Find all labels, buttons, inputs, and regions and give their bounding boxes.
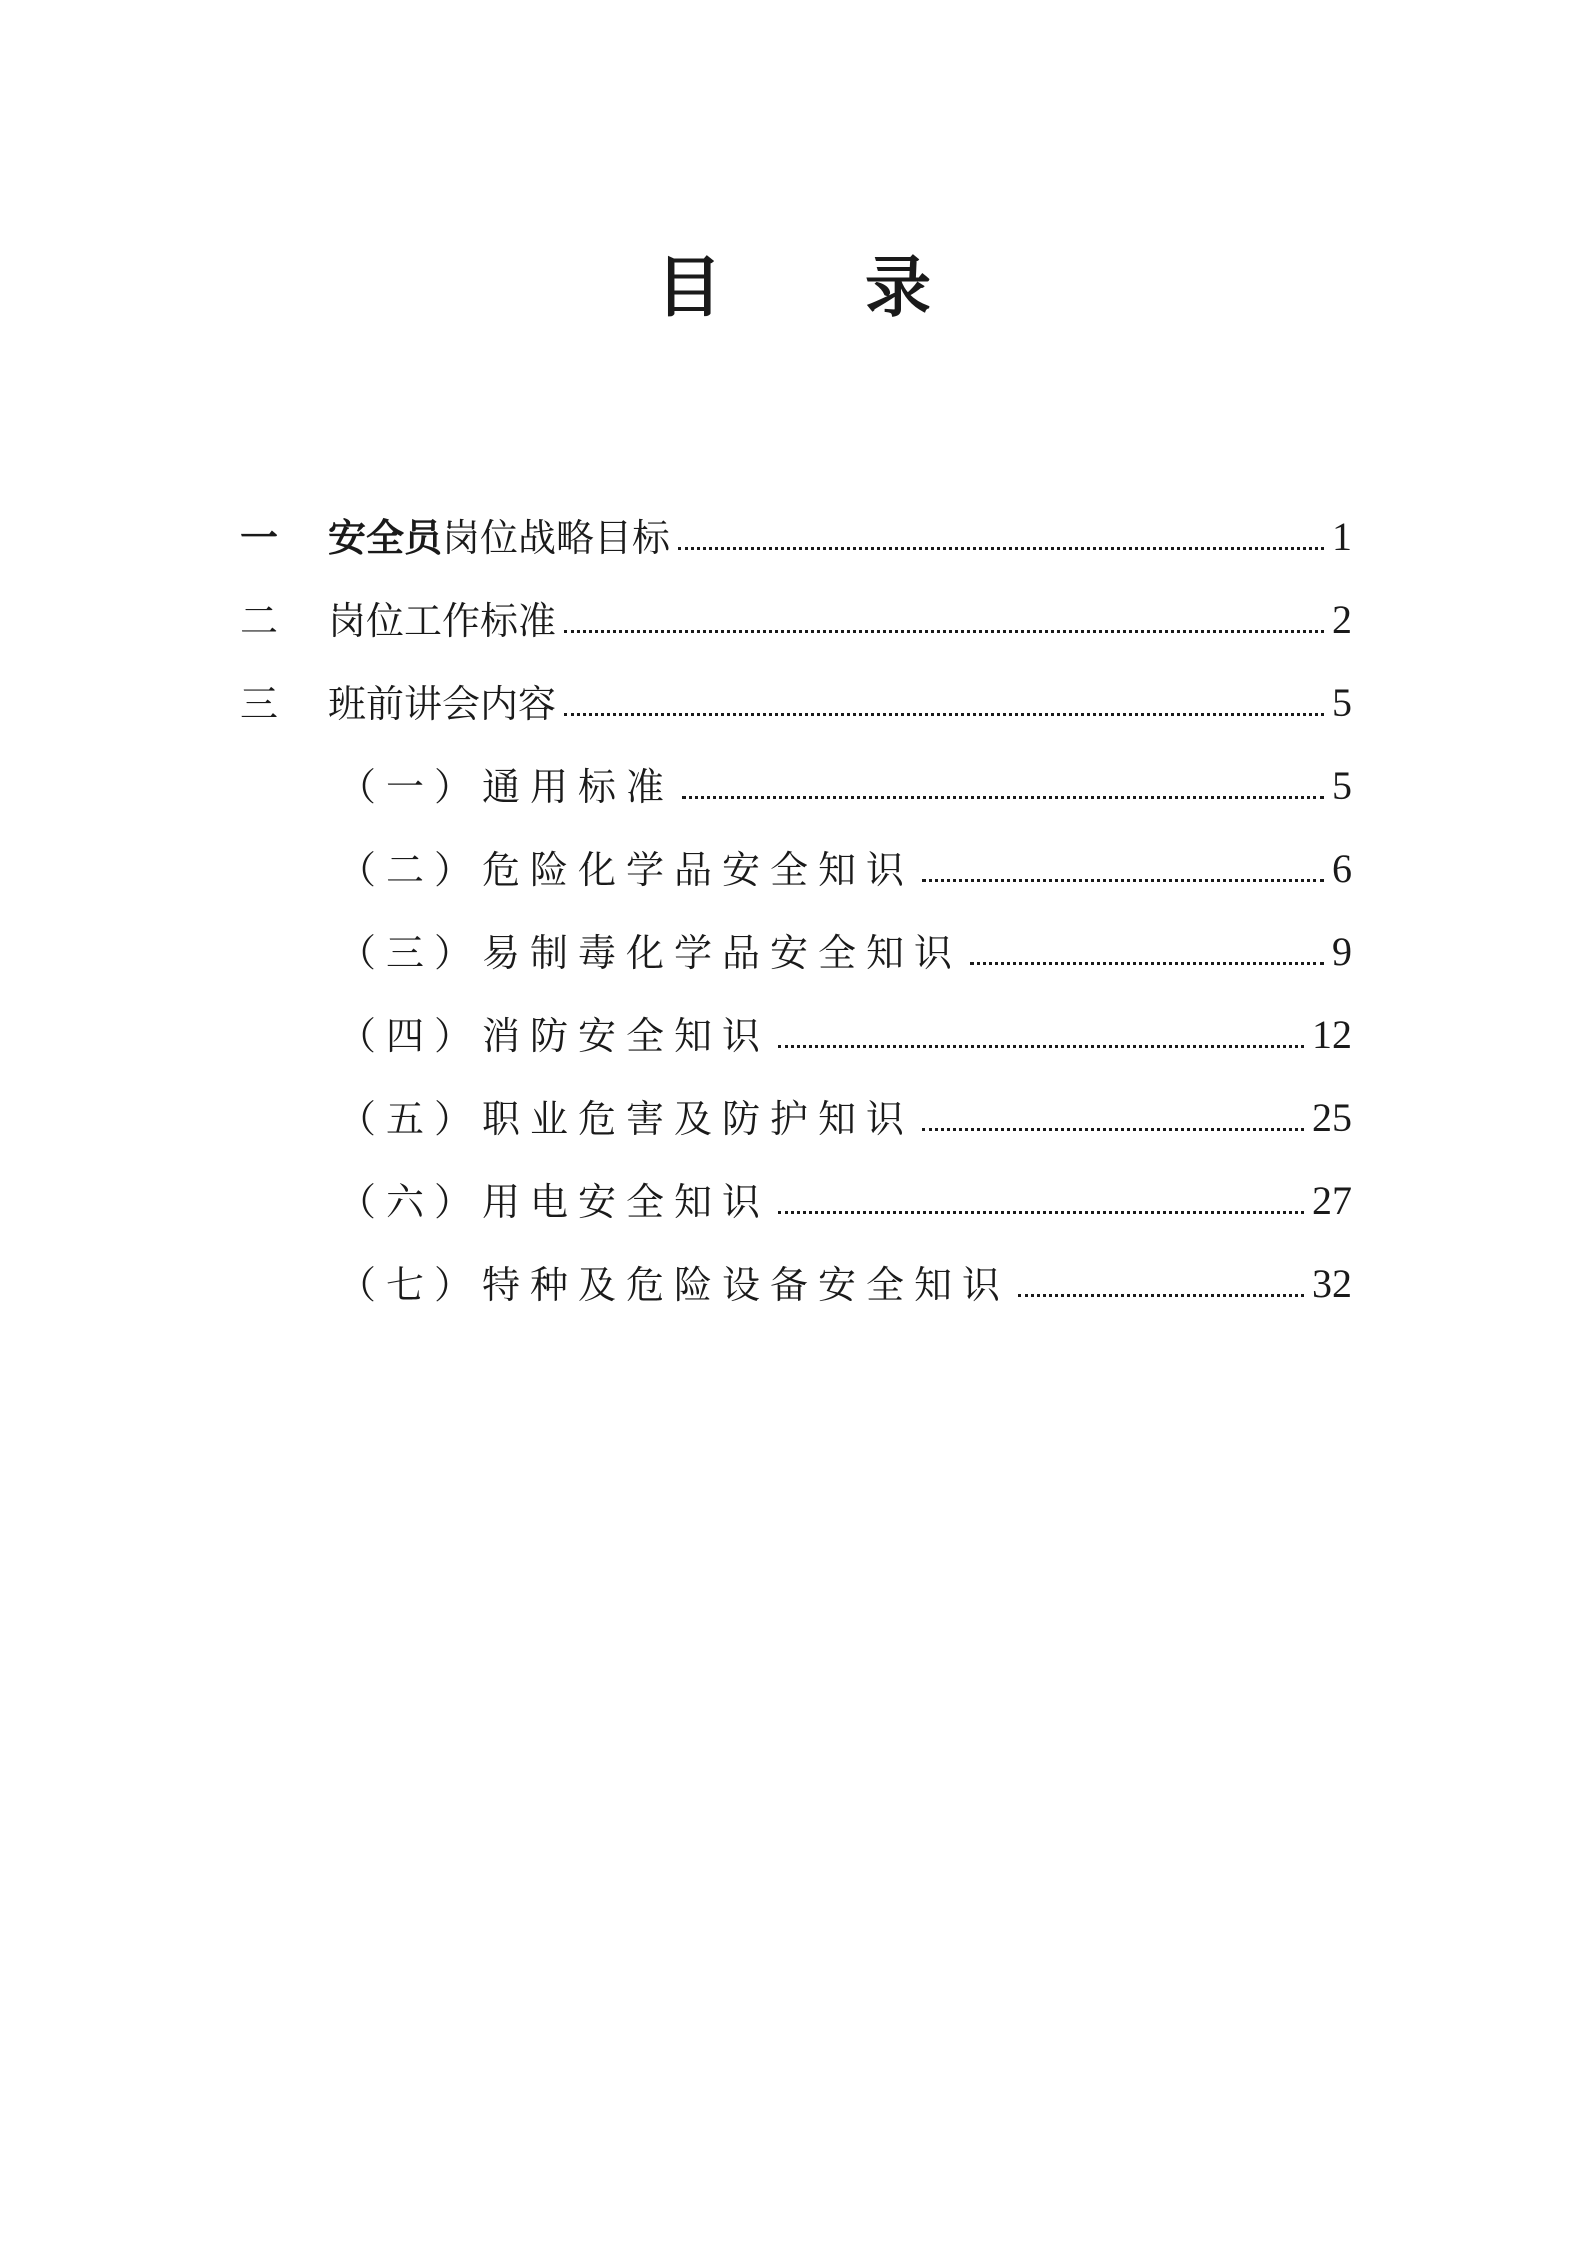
toc-subentry-title: （三）易制毒化学品安全知识 (338, 931, 963, 975)
toc-entry-title (328, 516, 671, 560)
dot-leader (678, 546, 1324, 550)
toc-entry-page: 5 (1332, 680, 1352, 725)
toc-subentry-title: （四）消防安全知识 (338, 1014, 771, 1058)
toc-entry-number: 二 (240, 599, 279, 643)
toc-entry-title: 班前讲会内容 (328, 682, 557, 726)
toc-subentry-title: （六）用电安全知识 (338, 1180, 771, 1224)
toc-subentry-title: （五）职业危害及防护知识 (338, 1097, 915, 1141)
toc-entry-number: 一 (240, 516, 279, 560)
toc-entry-title-bold: 安全员 (328, 516, 443, 560)
dot-leader (970, 961, 1324, 965)
toc-subentry-page: 27 (1312, 1178, 1352, 1223)
toc-subentry-page: 5 (1332, 763, 1352, 808)
page-title: 目 录 (656, 249, 991, 326)
toc-subentry-page: 12 (1312, 1012, 1352, 1057)
toc-entry-title: 岗位工作标准 (328, 599, 557, 643)
toc-entry-title-rest: 岗位战略目标 (442, 516, 671, 560)
dot-leader (922, 878, 1324, 882)
toc-subentry-title: （七）特种及危险设备安全知识 (338, 1263, 1011, 1307)
toc-subentry[interactable] (338, 746, 1352, 809)
dot-leader (682, 795, 1324, 799)
dot-leader (778, 1044, 1304, 1048)
toc-subentry-page: 6 (1332, 846, 1352, 891)
dot-leader (922, 1127, 1304, 1131)
dot-leader (564, 629, 1324, 633)
toc-subentry[interactable] (338, 912, 1352, 975)
toc-subentry[interactable] (338, 829, 1352, 892)
toc-subentry-title: （二）危险化学品安全知识 (338, 848, 915, 892)
toc-entry[interactable] (240, 663, 1352, 726)
toc-subentry[interactable] (338, 1244, 1352, 1307)
toc-entry-number: 三 (240, 682, 279, 726)
toc-subentry-page: 25 (1312, 1095, 1352, 1140)
dot-leader (1018, 1293, 1304, 1297)
toc-subentry[interactable] (338, 995, 1352, 1058)
toc-entry-page: 2 (1332, 597, 1352, 642)
toc-entry-page: 1 (1332, 514, 1352, 559)
toc-subentry[interactable] (338, 1161, 1352, 1224)
toc-subentry[interactable] (338, 1078, 1352, 1141)
toc-subentry-page: 9 (1332, 929, 1352, 974)
toc-entry[interactable] (240, 580, 1352, 643)
toc-subentry-title: （一）通用标准 (338, 765, 675, 809)
toc-entry[interactable] (240, 497, 1352, 560)
dot-leader (564, 712, 1324, 716)
dot-leader (778, 1210, 1304, 1214)
toc-subentry-page: 32 (1312, 1261, 1352, 1306)
